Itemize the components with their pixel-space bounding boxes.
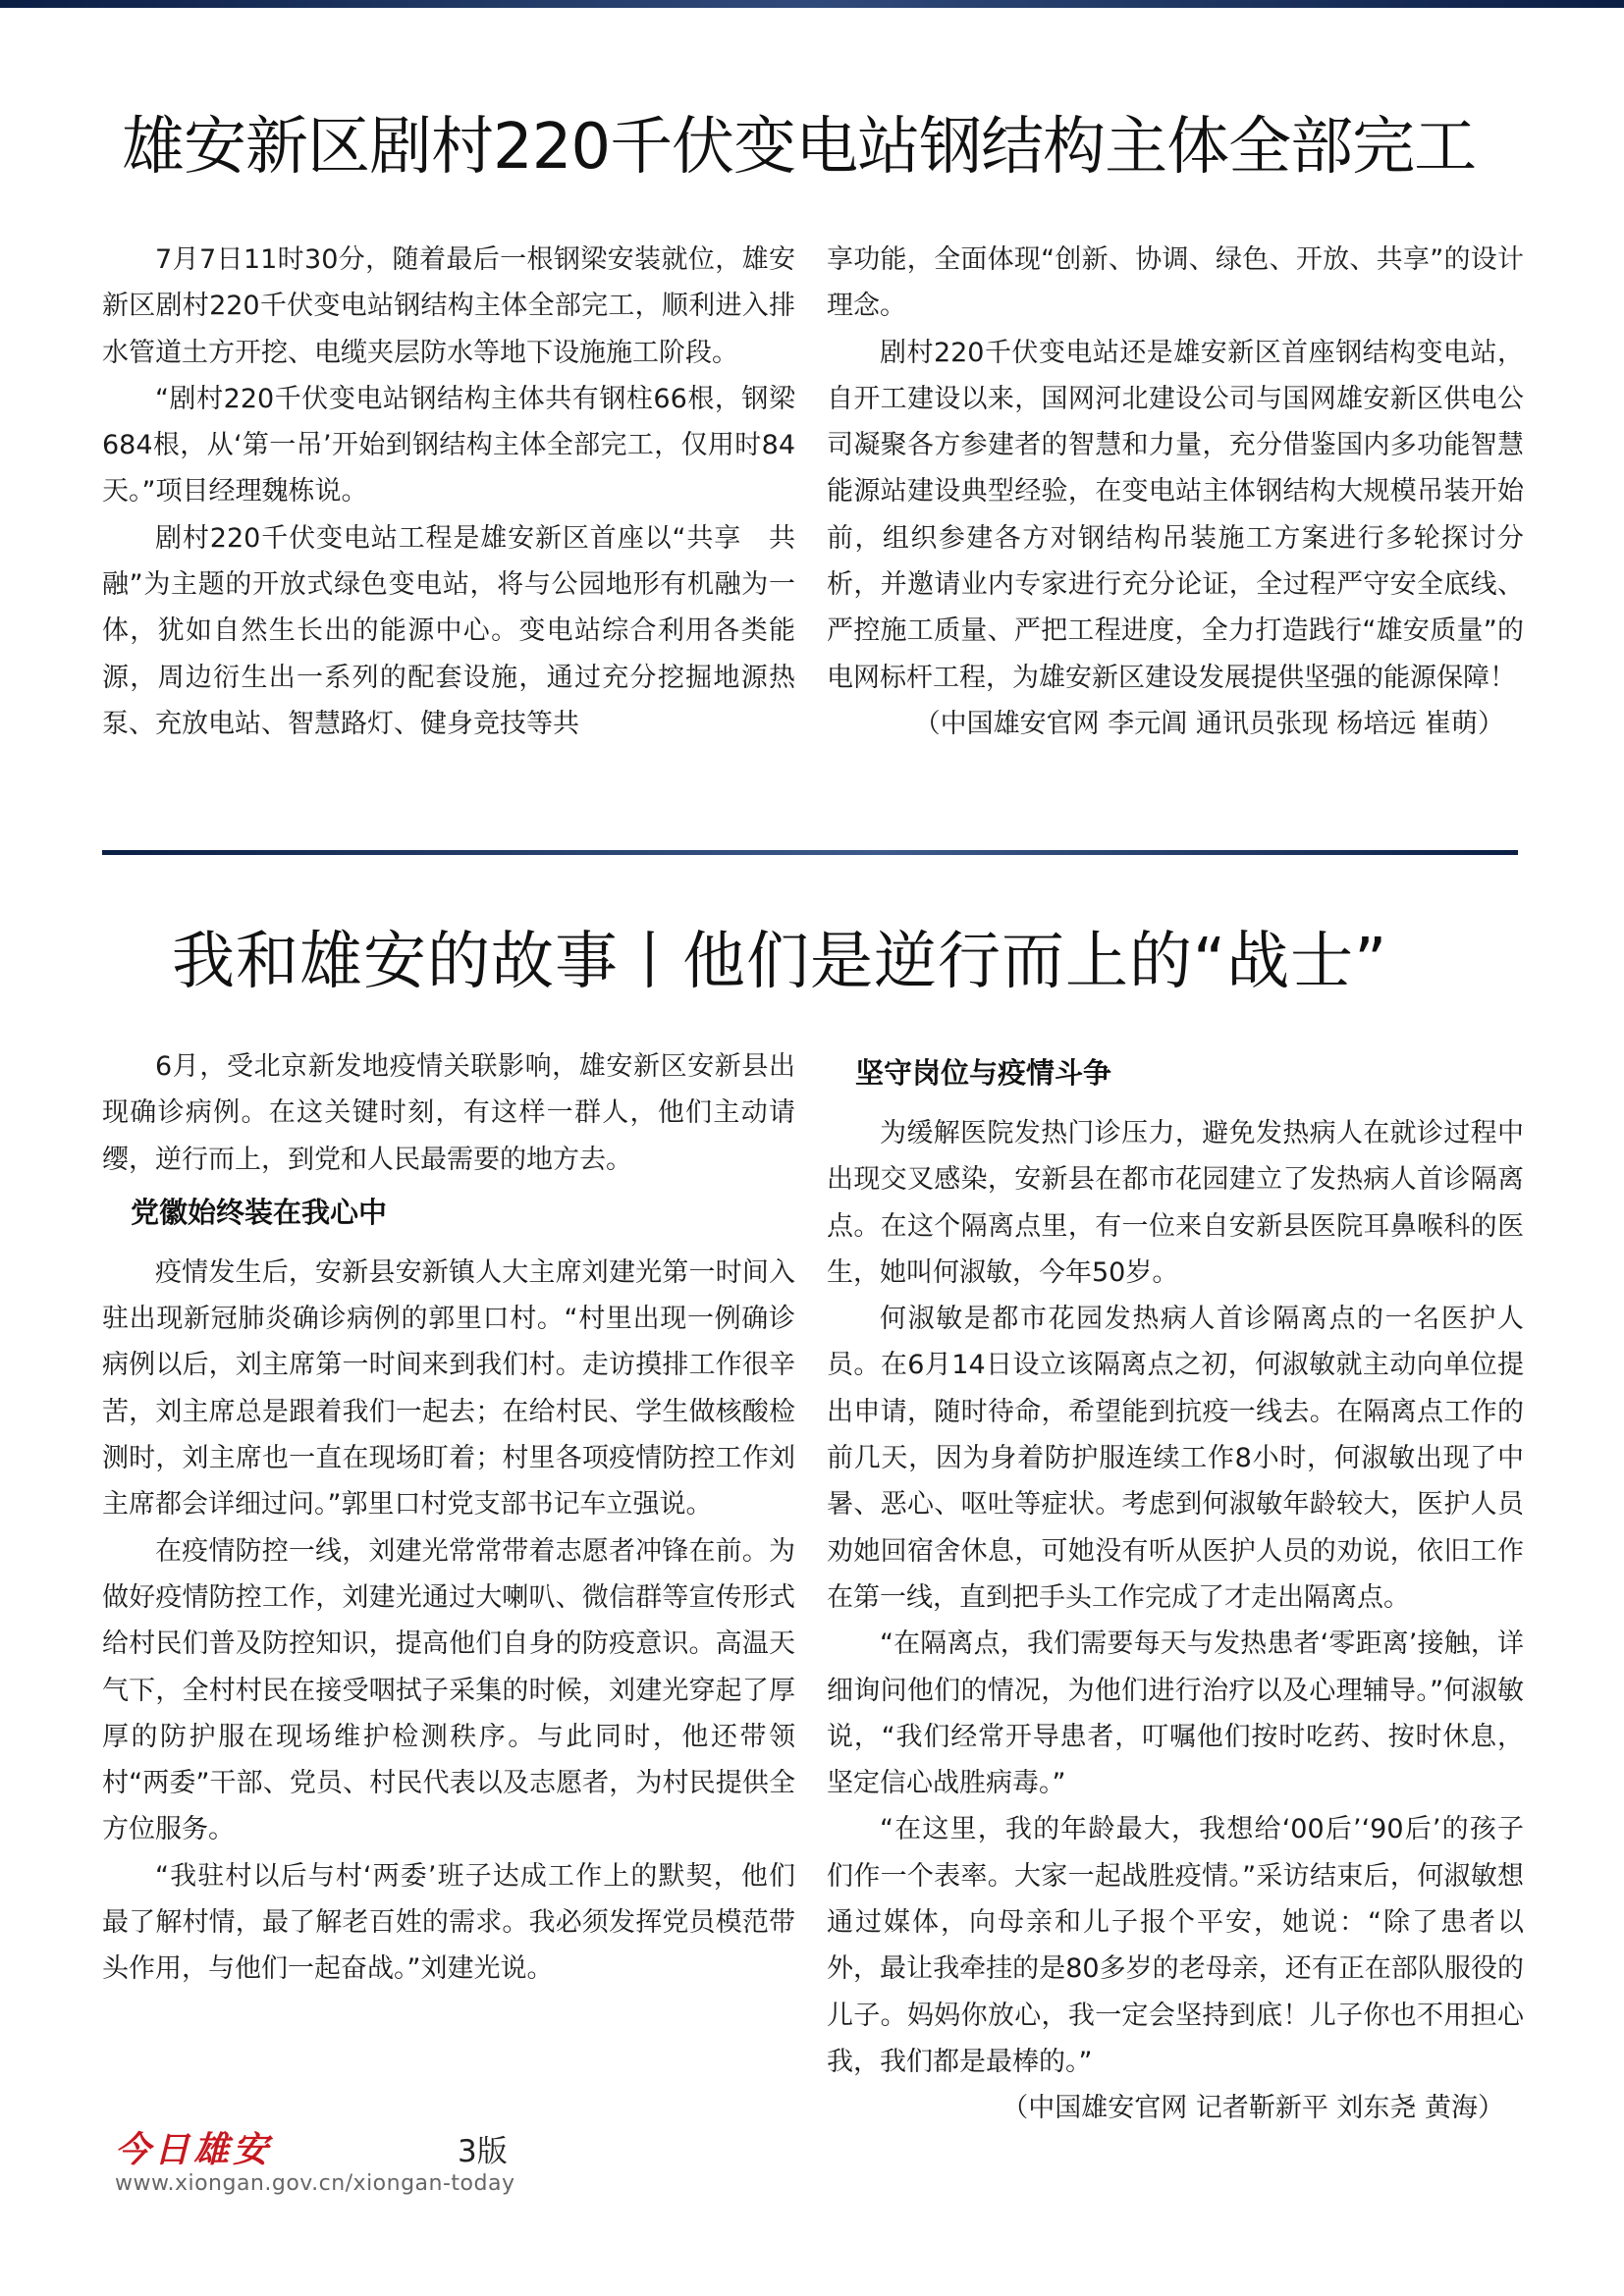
article1-paragraph-continuation: 享功能，全面体现“创新、协调、绿色、开放、共享”的设计理念。: [827, 244, 1524, 322]
article1-paragraph: 剧村220千伏变电站工程是雄安新区首座以“共享 共融”为主题的开放式绿色变电站，将与公园地形有机融为一体，犹如自然生长出的能源中心。变电站综合利用各类能源，周边衍生出一系列的配套设施，通过充分挖掘地源热泵、充放电站、智慧路灯、健身竞技等共: [102, 522, 795, 739]
article1-title: 雄安新区剧村220千伏变电站钢结构主体全部完工: [122, 111, 1477, 184]
article2-paragraph: “在这里，我的年龄最大，我想给‘00后’‘90后’的孩子们作一个表率。大家一起战胜疫情。”采访结束后，何淑敏想通过媒体，向母亲和儿子报个平安，她说：“除了患者以外，最让我牵挂的是80多岁的老母亲，还有正在部队服役的儿子。妈妈你放心，我一定会坚持到底！儿子你也不用担心我，我们都是最棒的。”: [827, 1814, 1524, 2077]
article2-byline: （中国雄安官网 记者靳新平 刘东尧 黄海）: [1001, 2093, 1504, 2124]
article1-right-column: [827, 237, 1524, 747]
page-number: 3版: [458, 2134, 508, 2169]
article2-paragraph: 为缓解医院发热门诊压力，避免发热病人在就诊过程中出现交叉感染，安新县在都市花园建立了发热病人首诊隔离点。在这个隔离点里，有一位来自安新县医院耳鼻喉科的医生，她叫何淑敏，今年50岁。: [827, 1118, 1524, 1288]
footer-url[interactable]: www.xiongan.gov.cn/xiongan-today: [115, 2171, 515, 2196]
article2-right-column: [827, 1043, 1524, 2132]
top-color-bar: [0, 0, 1624, 8]
article2-paragraph: “我驻村以后与村‘两委’班子达成工作上的默契，他们最了解村情，最了解老百姓的需求。我必须发挥党员模范带头作用，与他们一起奋战。”刘建光说。: [102, 1860, 795, 1985]
article1-left-column: [102, 237, 795, 747]
article2-paragraph: 在疫情防控一线，刘建光常常带着志愿者冲锋在前。为做好疫情防控工作，刘建光通过大喇叭、微信群等宣传形式给村民们普及防控知识，提高他们自身的防疫意识。高温天气下，全村村民在接受咽拭子采集的时候，刘建光穿起了厚厚的防护服在现场维护检测秩序。与此同时，他还带领村“两委”干部、党员、村民代表以及志愿者，为村民提供全方位服务。: [102, 1535, 795, 1845]
article2-intro: 6月，受北京新发地疫情关联影响，雄安新区安新县出现确诊病例。在这关键时刻，有这样一群人，他们主动请缨，逆行而上，到党和人民最需要的地方去。: [102, 1051, 795, 1175]
article2-paragraph: 疫情发生后，安新县安新镇人大主席刘建光第一时间入驻出现新冠肺炎确诊病例的郭里口村。“村里出现一例确诊病例以后，刘主席第一时间来到我们村。走访摸排工作很辛苦，刘主席总是跟着我们一起去；在给村民、学生做核酸检测时，刘主席也一直在现场盯着；村里各项疫情防控工作刘主席都会详细过问。”郭里口村党支部书记车立强说。: [102, 1256, 795, 1521]
section-heading: 坚守岗位与疫情斗争: [855, 1056, 1112, 1090]
newspaper-logo: 今日雄安: [115, 2129, 273, 2170]
article1-paragraph: 剧村220千伏变电站还是雄安新区首座钢结构变电站，自开工建设以来，国网河北建设公司与国网雄安新区供电公司凝聚各方参建者的智慧和力量，充分借鉴国内多功能智慧能源站建设典型经验，在变电站主体钢结构大规模吊装开始前，组织参建各方对钢结构吊装施工方案进行多轮探讨分析，并邀请业内专家进行充分论证，全过程严守安全底线、严控施工质量、严把工程进度，全力打造践行“雄安质量”的电网标杆工程，为雄安新区建设发展提供坚强的能源保障！: [827, 337, 1524, 693]
article2-paragraph: 何淑敏是都市花园发热病人首诊隔离点的一名医护人员。在6月14日设立该隔离点之初，何淑敏就主动向单位提出申请，随时待命，希望能到抗疫一线去。在隔离点工作的前几天，因为身着防护服连续工作8小时，何淑敏出现了中暑、恶心、呕吐等症状。考虑到何淑敏年龄较大，医护人员劝她回宿舍休息，可她没有听从医护人员的劝说，依旧工作在第一线，直到把手头工作完成了才走出隔离点。: [827, 1304, 1524, 1613]
section-heading: 党徽始终装在我心中: [131, 1195, 388, 1229]
article1-paragraph: 7月7日11时30分，随着最后一根钢梁安装就位，雄安新区剧村220千伏变电站钢结构主体全部完工，顺利进入排水管道土方开挖、电缆夹层防水等地下设施施工阶段。: [102, 244, 795, 368]
article1-paragraph: “剧村220千伏变电站钢结构主体共有钢柱66根，钢梁684根，从‘第一吊’开始到钢结构主体全部完工，仅用时84天。”项目经理魏栋说。: [102, 383, 795, 507]
article1-byline: （中国雄安官网 李元阊 通讯员张现 杨培远 崔萌）: [913, 708, 1504, 739]
article2-title: 我和雄安的故事丨他们是逆行而上的“战士”: [172, 926, 1388, 998]
article2-left-column: [102, 1043, 795, 1993]
section-divider: [102, 850, 1518, 855]
article2-paragraph: “在隔离点，我们需要每天与发热患者‘零距离’接触，详细询问他们的情况，为他们进行治疗以及心理辅导。”何淑敏说，“我们经常开导患者，叮嘱他们按时吃药、按时休息，坚定信心战胜病毒。”: [827, 1629, 1524, 1799]
